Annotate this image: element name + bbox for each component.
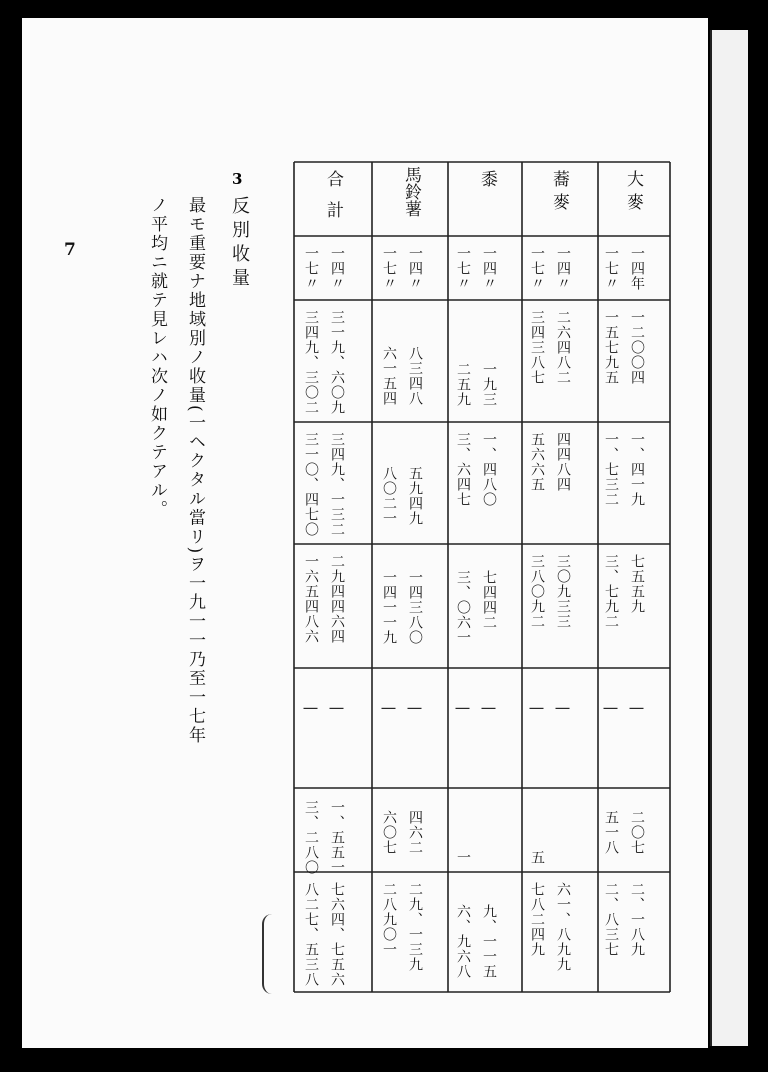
dash-cell: |	[603, 706, 619, 712]
section-number: 3	[232, 170, 243, 188]
value-cell: 三、二八〇	[303, 800, 319, 875]
year-cell: 一七〃	[455, 246, 471, 291]
value-cell: 一四三八〇	[407, 570, 423, 645]
value-cell: 九、一一五	[481, 904, 497, 979]
section-title: 反別收量	[229, 196, 250, 292]
value-cell: 六一、八九九	[555, 882, 571, 972]
value-cell: 一、七三二	[603, 432, 619, 507]
value-cell: 七六四、七五六	[329, 882, 345, 987]
value-cell: 六〇七	[381, 810, 397, 855]
year-cell: 一四〃	[481, 246, 497, 291]
body-text-line-1: 最モ重要ナ地域別ノ收量(一ヘクタル當リ)ヲ一九一一乃至一七年	[185, 196, 205, 746]
value-cell: 八三四八	[407, 346, 423, 406]
value-cell: 三四九、一三二	[329, 432, 345, 537]
dash-cell: |	[529, 706, 545, 712]
value-cell: 七八二四九	[529, 882, 545, 957]
header-buckwheat: 蕎麥	[549, 170, 569, 216]
year-cell: 一四〃	[555, 246, 571, 291]
value-cell: 一五七九五	[603, 310, 619, 385]
value-cell: 三八〇九二	[529, 554, 545, 629]
value-cell: 五一八	[603, 810, 619, 855]
value-cell: 三一〇、四七〇	[303, 432, 319, 537]
value-cell: 五六六五	[529, 432, 545, 492]
value-cell: 三、七九二	[603, 554, 619, 629]
dash-cell: |	[303, 706, 319, 712]
value-cell: 一、五五一	[329, 800, 345, 875]
value-cell: 八二七、五三八	[303, 882, 319, 987]
value-cell: 二八九〇一	[381, 882, 397, 957]
year-cell: 一四〃	[407, 246, 423, 291]
header-total: 合計	[323, 170, 343, 232]
year-cell: 一七〃	[303, 246, 319, 291]
value-cell: 三、六四七	[455, 432, 471, 507]
value-cell: 二九、一三九	[407, 882, 423, 972]
dash-cell: |	[381, 706, 397, 712]
bracket-mark	[262, 914, 284, 994]
adjacent-page-edge	[710, 30, 748, 1046]
value-cell: 一六五四八六	[303, 554, 319, 644]
dash-cell: |	[329, 706, 345, 712]
year-cell: 一七〃	[381, 246, 397, 291]
dash-cell: |	[481, 706, 497, 712]
value-cell: 三〇九三三	[555, 554, 571, 629]
year-cell: 一七〃	[603, 246, 619, 291]
value-cell: 三四三八七	[529, 310, 545, 385]
value-cell: 二六四八二	[555, 310, 571, 385]
value-cell: 一二〇〇四	[629, 310, 645, 385]
value-cell: 三四九、三〇二	[303, 310, 319, 415]
value-cell: 一、四八〇	[481, 432, 497, 507]
value-cell: 三、〇六一	[455, 570, 471, 645]
value-cell: 一	[455, 850, 471, 865]
value-cell: 七四四二	[481, 570, 497, 630]
value-cell: 六一五四	[381, 346, 397, 406]
value-cell: 八〇二一	[381, 466, 397, 526]
dash-cell: |	[629, 706, 645, 712]
year-cell: 一四〃	[329, 246, 345, 291]
header-millet: 黍	[477, 170, 497, 193]
value-cell: 三一九、六〇九	[329, 310, 345, 415]
year-cell: 一四年	[629, 246, 645, 291]
value-cell: 四六二	[407, 810, 423, 855]
value-cell: 五	[529, 850, 545, 865]
value-cell: 二五九	[455, 362, 471, 407]
dash-cell: |	[455, 706, 471, 712]
dash-cell: |	[555, 706, 571, 712]
value-cell: 四四八四	[555, 432, 571, 492]
value-cell: 一、四一九	[629, 432, 645, 507]
year-cell: 一七〃	[529, 246, 545, 291]
header-potato: 馬鈴薯	[401, 166, 421, 217]
value-cell: 二九四四六四	[329, 554, 345, 644]
value-cell: 二、八三七	[603, 882, 619, 957]
value-cell: 六、九六八	[455, 904, 471, 979]
dash-cell: |	[407, 706, 423, 712]
value-cell: 一四一一九	[381, 570, 397, 645]
value-cell: 二〇七	[629, 810, 645, 855]
header-barley: 大麥	[623, 170, 643, 216]
value-cell: 二、一八九	[629, 882, 645, 957]
yield-table	[272, 150, 672, 1000]
value-cell: 五九四九	[407, 466, 423, 526]
page-number: 7	[64, 240, 76, 260]
value-cell: 一九三	[481, 362, 497, 407]
value-cell: 七五五九	[629, 554, 645, 614]
body-text-line-2: ノ平均ニ就テ見レハ次ノ如クテアル。	[147, 196, 167, 519]
